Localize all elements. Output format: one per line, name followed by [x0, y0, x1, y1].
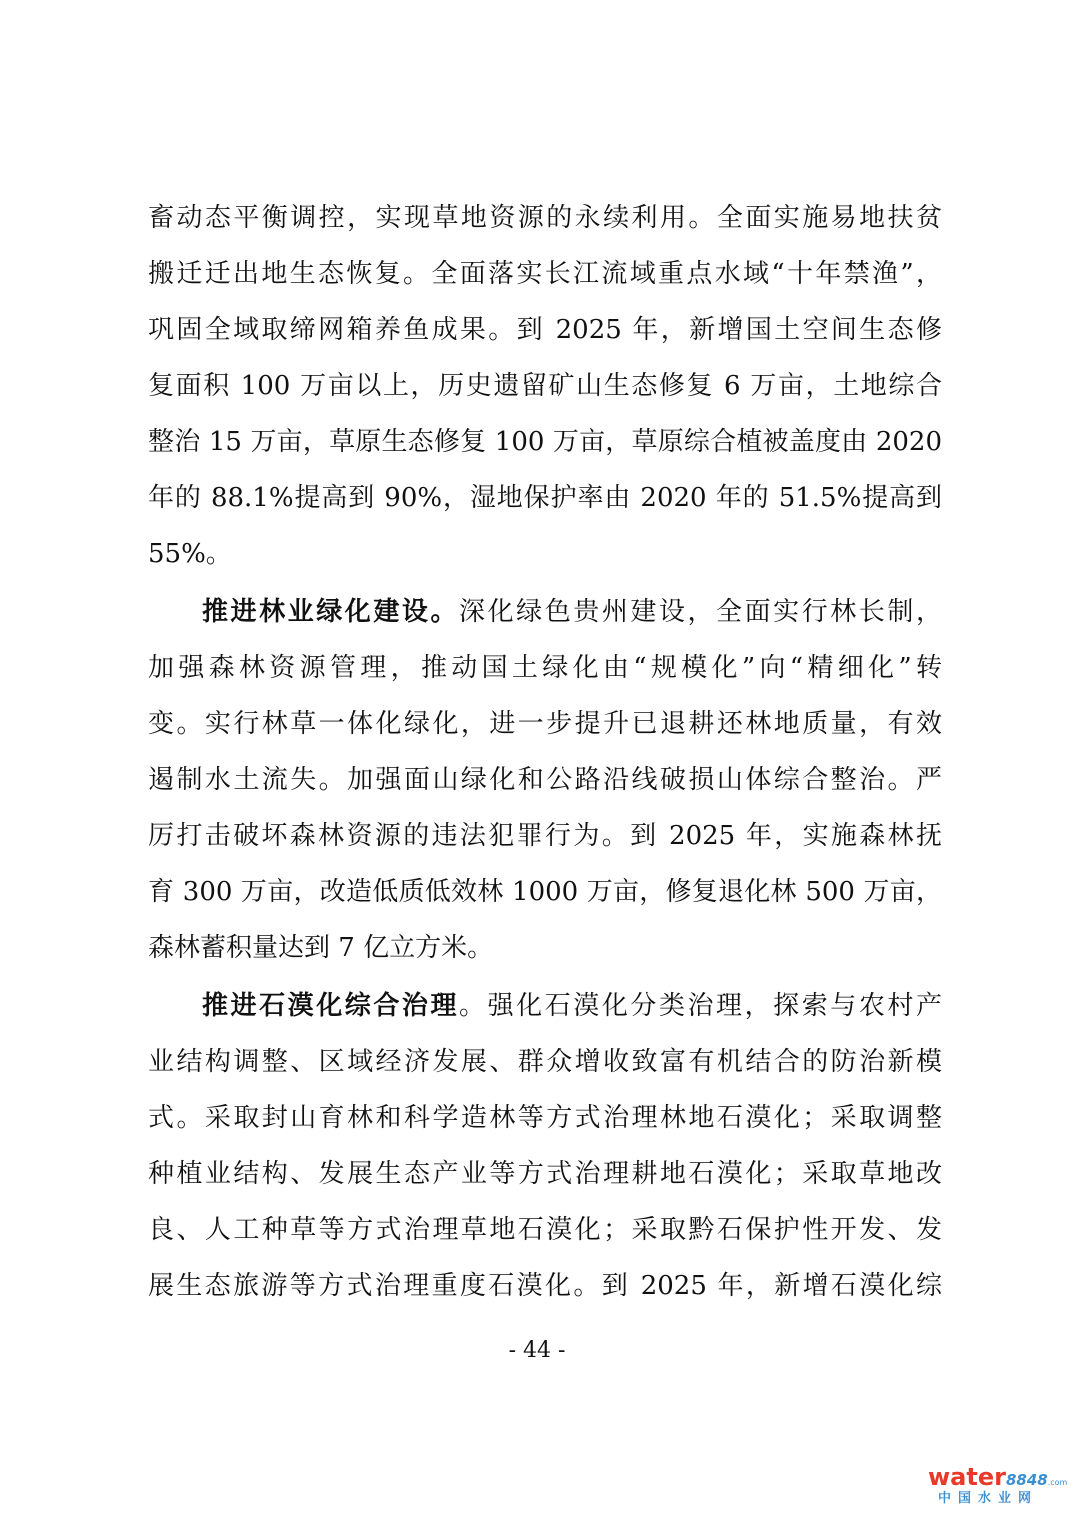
paragraph-3-line-4: 种植业结构、发展生态产业等方式治理耕地石漠化；采取草地改	[148, 1159, 942, 1189]
watermark-logo	[928, 1463, 1068, 1514]
paragraph-2-heading: 推进林业绿化建设。	[202, 597, 460, 627]
paragraph-3-line-3: 式。采取封山育林和科学造林等方式治理林地石漠化；采取调整	[148, 1103, 942, 1133]
watermark-number: 8848	[1005, 1471, 1048, 1489]
paragraph-1-line-2: 搬迁迁出地生态恢复。全面落实长江流域重点水域“十年禁渔”，	[148, 259, 942, 289]
paragraph-1-line-6: 年的 88.1%提高到 90%，湿地保护率由 2020 年的 51.5%提高到	[148, 483, 942, 513]
paragraph-2-line-6: 育 300 万亩，改造低质低效林 1000 万亩，修复退化林 500 万亩，	[148, 877, 942, 907]
paragraph-2-first-line	[202, 592, 942, 632]
paragraph-2-line-2: 加强森林资源管理，推动国土绿化由“规模化”向“精细化”转	[148, 653, 942, 683]
paragraph-3-line-5: 良、人工种草等方式治理草地石漠化；采取黔石保护性开发、发	[148, 1215, 942, 1245]
paragraph-1-line-1: 畜动态平衡调控，实现草地资源的永续利用。全面实施易地扶贫	[148, 203, 942, 233]
paragraph-1-line-3: 巩固全域取缔网箱养鱼成果。到 2025 年，新增国土空间生态修	[148, 315, 942, 345]
paragraph-2-first-line-text: 深化绿色贵州建设，全面实行林长制，	[459, 597, 942, 627]
paragraph-3-line-6: 展生态旅游等方式治理重度石漠化。到 2025 年，新增石漠化综	[148, 1271, 942, 1301]
paragraph-3-heading: 推进石漠化综合治理	[202, 991, 460, 1021]
watermark-brand: water	[928, 1463, 1006, 1491]
paragraph-1-line-7: 55%。	[148, 539, 232, 569]
paragraph-2-line-7: 森林蓄积量达到 7 亿立方米。	[148, 933, 494, 963]
paragraph-3-first-line-text: 。强化石漠化分类治理，探索与农村产	[459, 991, 942, 1021]
paragraph-2-line-5: 厉打击破坏森林资源的违法犯罪行为。到 2025 年，实施森林抚	[148, 821, 942, 851]
watermark-subtitle: 中国水业网	[938, 1491, 1039, 1506]
paragraph-1-line-4: 复面积 100 万亩以上，历史遗留矿山生态修复 6 万亩，土地综合	[148, 371, 942, 401]
page-number: - 44 -	[508, 1338, 566, 1363]
paragraph-3-line-2: 业结构调整、区域经济发展、群众增收致富有机结合的防治新模	[148, 1047, 942, 1077]
paragraph-3-first-line	[202, 986, 942, 1026]
paragraph-2-line-4: 遏制水土流失。加强面山绿化和公路沿线破损山体综合整治。严	[148, 765, 942, 795]
watermark-suffix: .com	[1047, 1478, 1068, 1487]
paragraph-2-line-3: 变。实行林草一体化绿化，进一步提升已退耕还林地质量，有效	[148, 709, 942, 739]
paragraph-1-line-5: 整治 15 万亩，草原生态修复 100 万亩，草原综合植被盖度由 2020	[148, 427, 942, 457]
